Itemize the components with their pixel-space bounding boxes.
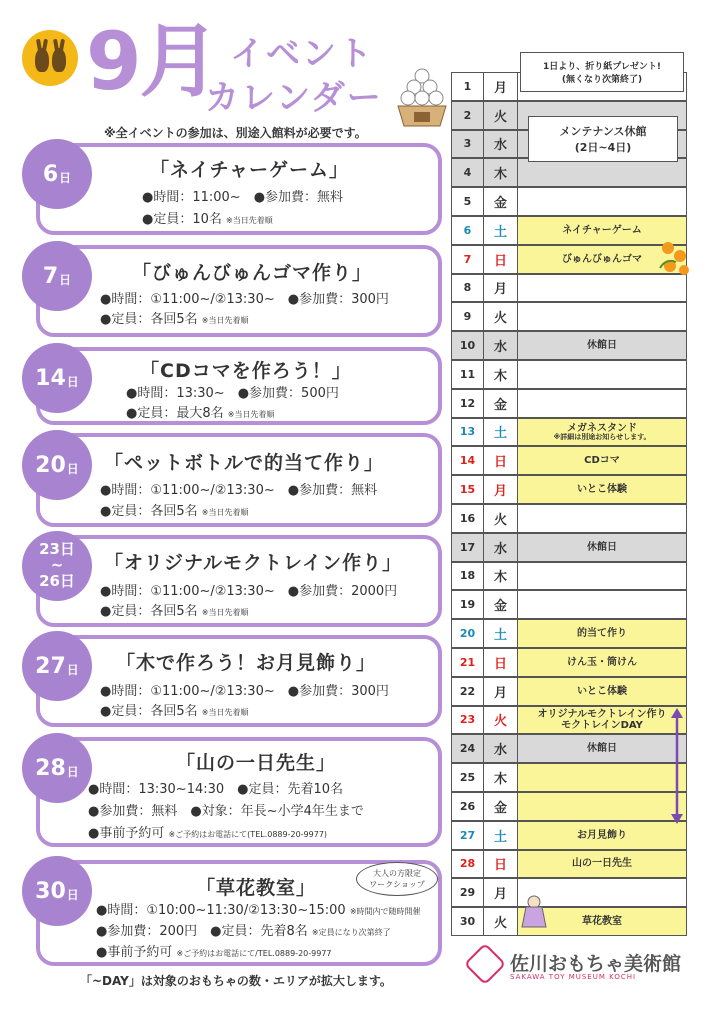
calendar-row [451, 648, 687, 677]
admission-note: ※全イベントの参加は、別途入館料が必要です。 [104, 126, 367, 140]
origami-banner: 1日より、折り紙プレゼント! (無くなり次第終了) [520, 52, 684, 92]
calendar-event [518, 158, 687, 187]
calendar-event: CDコマ [518, 446, 687, 475]
calendar-event: いとこ体験 [518, 677, 687, 706]
calendar-row [451, 504, 687, 533]
calendar-date: 16 [451, 504, 484, 533]
event-title: 「木で作ろう！お月見飾り」 [116, 652, 377, 674]
calendar-date: 17 [451, 533, 484, 562]
calendar-weekday: 月 [484, 677, 518, 706]
adult-workshop-badge: 大人の方限定 ワークショップ [356, 862, 438, 896]
event-capacity: ●定員：各回5名 ※当日先着順 [100, 504, 249, 519]
logo-mark-icon [464, 943, 506, 985]
calendar-date: 20 [451, 619, 484, 648]
calendar-weekday: 水 [484, 533, 518, 562]
calendar-weekday: 土 [484, 821, 518, 850]
calendar-event [518, 590, 687, 619]
calendar-weekday: 土 [484, 619, 518, 648]
calendar-weekday: 火 [484, 907, 518, 936]
calendar-date: 7 [451, 245, 484, 274]
event-day-badge: 23日 ~ 26日 [22, 531, 92, 601]
calendar-date: 9 [451, 302, 484, 331]
calendar-weekday: 月 [484, 72, 518, 101]
calendar-row [451, 389, 687, 418]
calendar-row [451, 187, 687, 216]
calendar-event [518, 562, 687, 591]
calendar-row [451, 360, 687, 389]
calendar-row [451, 331, 687, 360]
calendar-row [451, 274, 687, 303]
calendar-date: 5 [451, 187, 484, 216]
calendar-row [451, 446, 687, 475]
event-title: 「ペットボトルで的当て作り」 [104, 452, 385, 474]
event-capacity: ●定員：各回5名 ※当日先着順 [100, 704, 249, 719]
calendar-date: 3 [451, 130, 484, 159]
calendar-date: 27 [451, 821, 484, 850]
calendar-event [518, 389, 687, 418]
event-title: 「山の一日先生」 [176, 752, 337, 774]
event-day-badge: 6 日 [22, 139, 92, 209]
calendar-event: けん玉・筒けん [518, 648, 687, 677]
calendar-weekday: 木 [484, 763, 518, 792]
calendar-event [518, 763, 687, 792]
calendar-weekday: 水 [484, 331, 518, 360]
calendar-row [451, 763, 687, 792]
event-capacity: ●定員：各回5名 ※当日先着順 [100, 312, 249, 327]
calendar-date: 21 [451, 648, 484, 677]
event-day-badge: 7 日 [22, 241, 92, 311]
tsukimi-dango-icon [396, 66, 448, 130]
calendar-row [451, 619, 687, 648]
calendar-date: 12 [451, 389, 484, 418]
event-time-capacity: ●時間：13:30~14:30 ●定員：先着10名 [88, 782, 344, 797]
calendar-row [451, 907, 687, 936]
event-fee-capacity: ●参加費：200円 ●定員：先着8名 ※定員になり次第終了 [96, 924, 391, 939]
calendar-event: びゅんびゅんゴマ [518, 245, 687, 274]
calendar-weekday: 木 [484, 158, 518, 187]
calendar-weekday: 金 [484, 389, 518, 418]
event-time: ●時間：①10:00~11:30/②13:30~15:00 ※時間内で随時開催 [96, 903, 421, 918]
month-title: 9月 [86, 15, 218, 108]
calendar-weekday: 月 [484, 274, 518, 303]
calendar-event: ネイチャーゲーム [518, 216, 687, 245]
calendar-date: 19 [451, 590, 484, 619]
calendar-event: メガネスタンド ※詳細は別途お知らせします。 [518, 418, 687, 447]
calendar-weekday: 水 [484, 734, 518, 763]
calendar-event: 休館日 [518, 533, 687, 562]
event-reservation: ●事前予約可 ※ご予約はお電話にて/TEL.0889-20-9977 [96, 945, 332, 960]
moon-rabbit-icon [22, 30, 78, 86]
calendar-date: 2 [451, 101, 484, 130]
calendar-weekday: 月 [484, 878, 518, 907]
event-title: 「オリジナルモクトレイン作り」 [104, 552, 403, 574]
calendar-weekday: 日 [484, 850, 518, 879]
flower-icon [656, 238, 692, 278]
event-time-fee: ●時間：①11:00~/②13:30~ ●参加費：300円 [100, 684, 389, 699]
calendar-date: 28 [451, 850, 484, 879]
calendar-weekday: 日 [484, 648, 518, 677]
calendar-event: オリジナルモクトレイン作り モクトレインDAY [518, 706, 687, 735]
event-day-badge: 30 日 [22, 856, 92, 926]
calendar-event [518, 187, 687, 216]
calendar-weekday: 日 [484, 245, 518, 274]
calendar-date: 22 [451, 677, 484, 706]
event-title: 「ネイチャーゲーム」 [150, 159, 350, 181]
calendar-row [451, 734, 687, 763]
calendar-weekday: 金 [484, 590, 518, 619]
calendar-weekday: 土 [484, 418, 518, 447]
calendar-date: 25 [451, 763, 484, 792]
calendar-weekday: 火 [484, 302, 518, 331]
calendar-date: 6 [451, 216, 484, 245]
calendar-date: 29 [451, 878, 484, 907]
calendar-event: 草花教室 [518, 907, 687, 936]
calendar-row [451, 821, 687, 850]
calendar-weekday: 日 [484, 446, 518, 475]
calendar-date: 18 [451, 562, 484, 591]
calendar-date: 15 [451, 475, 484, 504]
event-time-fee: ●時間：13:30~ ●参加費：500円 [126, 386, 339, 401]
calendar-row [451, 418, 687, 447]
event-time-fee: ●時間：11:00~ ●参加費：無料 [142, 190, 344, 205]
calendar-weekday: 木 [484, 562, 518, 591]
calendar-weekday: 月 [484, 475, 518, 504]
event-title: 「CDコマを作ろう！」 [140, 360, 352, 382]
event-time-fee: ●時間：①11:00~/②13:30~ ●参加費：300円 [100, 292, 389, 307]
event-fee-target: ●参加費：無料 ●対象：年長~小学4年生まで [88, 804, 364, 819]
calendar-event: いとこ体験 [518, 475, 687, 504]
calendar-event: 的当て作り [518, 619, 687, 648]
calendar-date: 26 [451, 792, 484, 821]
title-line1: イベント [230, 34, 374, 74]
calendar-row [451, 216, 687, 245]
museum-logo: 佐川おもちゃ美術館 SAKAWA TOY MUSEUM KOCHI [470, 947, 686, 983]
calendar-row [451, 850, 687, 879]
event-capacity: ●定員：各回5名 ※当日先着順 [100, 604, 249, 619]
calendar-row [451, 245, 687, 274]
maintenance-closure-label: メンテナンス休館 (2日~4日) [528, 116, 678, 162]
calendar-row [451, 158, 687, 187]
calendar-event: お月見飾り [518, 821, 687, 850]
calendar-weekday: 金 [484, 187, 518, 216]
calendar-weekday: 金 [484, 792, 518, 821]
calendar-row [451, 562, 687, 591]
calendar-date: 23 [451, 706, 484, 735]
calendar-row [451, 533, 687, 562]
calendar-event [518, 792, 687, 821]
calendar-row [451, 878, 687, 907]
title-line2: カレンダー [205, 78, 383, 118]
calendar-date: 4 [451, 158, 484, 187]
event-title: 「草花教室」 [196, 877, 317, 899]
calendar-row [451, 590, 687, 619]
calendar-weekday: 土 [484, 216, 518, 245]
calendar-weekday: 火 [484, 101, 518, 130]
calendar-row [451, 475, 687, 504]
calendar-date: 8 [451, 274, 484, 303]
event-day-badge: 27 日 [22, 631, 92, 701]
calendar-weekday: 火 [484, 706, 518, 735]
event-capacity: ●定員：10名 ※当日先着順 [142, 212, 273, 227]
event-day-badge: 28 日 [22, 733, 92, 803]
calendar-row [451, 792, 687, 821]
calendar-row [451, 706, 687, 735]
event-reservation: ●事前予約可 ※ご予約はお電話にて(TEL.0889-20-9977) [88, 826, 328, 841]
calendar-date: 10 [451, 331, 484, 360]
calendar-event: 休館日 [518, 331, 687, 360]
event-title: 「びゅんびゅんゴマ作り」 [132, 262, 373, 284]
doll-icon [516, 893, 552, 929]
calendar-weekday: 火 [484, 504, 518, 533]
calendar-date: 11 [451, 360, 484, 389]
event-time-fee: ●時間：①11:00~/②13:30~ ●参加費：2000円 [100, 584, 398, 599]
calendar-event [518, 504, 687, 533]
calendar-date: 13 [451, 418, 484, 447]
calendar-date: 14 [451, 446, 484, 475]
calendar-event [518, 360, 687, 389]
event-day-badge: 20 日 [22, 430, 92, 500]
calendar-date: 1 [451, 72, 484, 101]
calendar-weekday: 木 [484, 360, 518, 389]
calendar-event: 休館日 [518, 734, 687, 763]
calendar-event [518, 302, 687, 331]
calendar-weekday: 水 [484, 130, 518, 159]
calendar-row [451, 302, 687, 331]
calendar-date: 30 [451, 907, 484, 936]
event-time-fee: ●時間：①11:00~/②13:30~ ●参加費：無料 [100, 483, 378, 498]
calendar-row [451, 677, 687, 706]
event-day-badge: 14 日 [22, 343, 92, 413]
event-capacity: ●定員：最大8名 ※当日先着順 [126, 406, 275, 421]
day-note: 「~DAY」は対象のおもちゃの数・エリアが拡大します。 [80, 974, 392, 988]
calendar-event: 山の一日先生 [518, 850, 687, 879]
calendar-date: 24 [451, 734, 484, 763]
double-arrow-icon [671, 708, 683, 824]
